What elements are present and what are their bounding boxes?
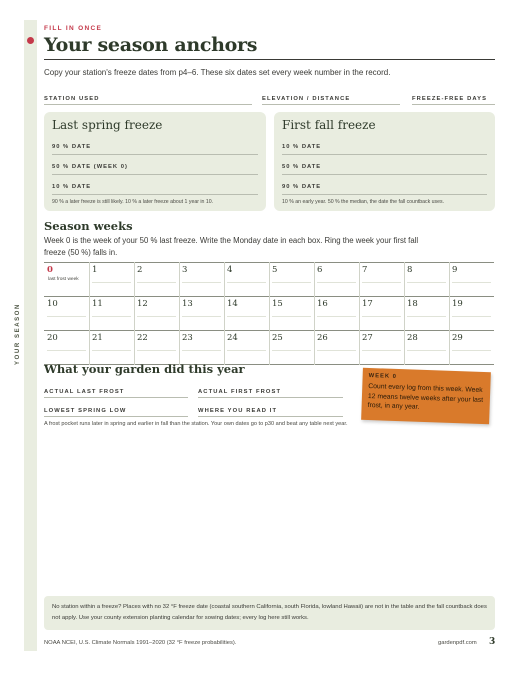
week-cell[interactable] (179, 296, 224, 330)
week-number: 27 (362, 333, 373, 343)
week-cell[interactable] (179, 262, 224, 296)
week-number: 12 (137, 299, 148, 309)
spring-note: 90 % a later freeze is still likely. 10 % a later freeze about 1 year in 10. (52, 199, 214, 205)
intro-text: Copy your station's freeze dates from p4–6. These six dates set every week number in the record. (44, 68, 391, 77)
section-dot (27, 37, 34, 44)
week-date-line (92, 282, 131, 283)
sticky-heading: WEEK 0 (368, 372, 397, 380)
fall-panel (274, 112, 495, 211)
side-band (24, 20, 37, 651)
fall-note: 10 % an early year. 50 % the median, the date the fall countback uses. (282, 199, 445, 205)
week-cell[interactable] (314, 262, 359, 296)
sticky-text: Count every log from this week. Week 12 means twelve weeks after your last frost, in any year. (367, 382, 484, 411)
side-label: YOUR SEASON (15, 303, 21, 365)
station-label: STATION USED (44, 96, 100, 102)
week-number: 10 (47, 299, 58, 309)
weeks-title: Season weeks (44, 219, 133, 233)
weeks-col-rule (269, 262, 270, 365)
week-number: 2 (137, 265, 143, 275)
sticky-note (361, 368, 491, 424)
week-cell[interactable] (224, 296, 269, 330)
week-cell[interactable] (404, 296, 449, 330)
week-number: 26 (317, 333, 328, 343)
weeks-col-rule (404, 262, 405, 365)
fall-row-label: 90 % DATE (282, 184, 322, 190)
fall-date-field[interactable] (282, 154, 487, 155)
week-date-line (92, 350, 131, 351)
week-cell[interactable] (449, 330, 494, 364)
lowest-spring-low-field[interactable] (44, 416, 188, 417)
week-cell[interactable] (314, 296, 359, 330)
where-read-label: WHERE YOU READ IT (198, 408, 278, 414)
week-number: 9 (452, 265, 458, 275)
week-number: 0 (47, 265, 53, 275)
week-number: 25 (272, 333, 283, 343)
week-cell[interactable] (44, 296, 89, 330)
week-cell[interactable] (89, 262, 134, 296)
week-cell[interactable] (134, 330, 179, 364)
weeks-col-rule (224, 262, 225, 365)
elevation-label: ELEVATION / DISTANCE (262, 96, 351, 102)
fall-panel-title: First fall freeze (282, 118, 376, 132)
week-number: 4 (227, 265, 233, 275)
no-station-note: No station within a freeze? Places with no 32 °F freeze date (coastal southern California, south Florida, lowland Hawaii) are not in the table and the fall countback does not apply. Use your county extension planting calendar for sowing dates; every log here still works. (52, 604, 487, 621)
weeks-text: Week 0 is the week of your 50 % last freeze. Write the Monday date in each box. Ring the week your first fall freeze (50 %) falls in. (44, 236, 419, 257)
week-cell[interactable] (314, 330, 359, 364)
fall-row-label: 10 % DATE (282, 144, 322, 150)
week-date-line (227, 350, 266, 351)
garden-note: A frost pocket runs later in spring and earlier in fall than the station. Your own dates go to p30 and beat any table next year. (44, 421, 348, 427)
week-date-line (137, 282, 176, 283)
page-title: Your season anchors (44, 34, 258, 56)
footer-site: gardenpdf.com (438, 640, 477, 646)
spring-date-field[interactable] (52, 154, 258, 155)
week-number: 21 (92, 333, 103, 343)
week-date-line (47, 316, 86, 317)
week-number: 18 (407, 299, 418, 309)
week-cell[interactable] (359, 262, 404, 296)
week-cell[interactable] (224, 330, 269, 364)
station-field[interactable] (44, 104, 252, 105)
week-cell[interactable] (134, 262, 179, 296)
week-number: 28 (407, 333, 418, 343)
week-date-line (452, 350, 491, 351)
spring-date-field[interactable] (52, 174, 258, 175)
actual-last-frost-field[interactable] (44, 397, 188, 398)
week-cell[interactable] (359, 296, 404, 330)
week-number: 1 (92, 265, 98, 275)
week-cell[interactable] (449, 262, 494, 296)
actual-last-frost-label: ACTUAL LAST FROST (44, 389, 125, 395)
week-cell[interactable] (269, 296, 314, 330)
week-cell[interactable] (89, 330, 134, 364)
week-date-line (317, 316, 356, 317)
week-date-line (272, 316, 311, 317)
kicker: FILL IN ONCE (44, 25, 103, 32)
week-number: 29 (452, 333, 463, 343)
week-date-line (137, 350, 176, 351)
week-number: 6 (317, 265, 323, 275)
actual-first-frost-field[interactable] (198, 397, 343, 398)
week-number: 13 (182, 299, 193, 309)
spring-panel-title: Last spring freeze (52, 118, 163, 132)
weeks-col-rule (359, 262, 360, 365)
actual-first-frost-label: ACTUAL FIRST FROST (198, 389, 282, 395)
week-date-line (47, 350, 86, 351)
elevation-field[interactable] (262, 104, 400, 105)
week-date-line (182, 282, 221, 283)
weeks-col-rule (89, 262, 90, 365)
week-number: 20 (47, 333, 58, 343)
week-number: 3 (182, 265, 188, 275)
week-date-line (362, 282, 401, 283)
week-cell[interactable] (269, 330, 314, 364)
week-number: 14 (227, 299, 238, 309)
weeks-col-rule (134, 262, 135, 365)
week-cell[interactable] (269, 262, 314, 296)
week-number: 22 (137, 333, 148, 343)
weeks-col-rule (179, 262, 180, 365)
page-number: 3 (489, 637, 496, 647)
fall-date-field[interactable] (282, 194, 487, 195)
week-number: 19 (452, 299, 463, 309)
week-date-line (452, 316, 491, 317)
lowest-spring-low-label: LOWEST SPRING LOW (44, 408, 127, 414)
week-date-line (92, 316, 131, 317)
week-number: 15 (272, 299, 283, 309)
week-cell[interactable] (359, 330, 404, 364)
garden-title: What your garden did this year (44, 362, 245, 376)
week-date-line (137, 316, 176, 317)
week-date-line (407, 282, 446, 283)
week-date-line (317, 282, 356, 283)
spring-row-label: 90 % DATE (52, 144, 92, 150)
spring-row-label: 50 % DATE (WEEK 0) (52, 164, 128, 170)
week-cell[interactable] (89, 296, 134, 330)
week-number: 24 (227, 333, 238, 343)
week-date-line (362, 350, 401, 351)
week-cell[interactable] (179, 330, 224, 364)
week-number: 16 (317, 299, 328, 309)
week-number: 8 (407, 265, 413, 275)
week-date-line (407, 316, 446, 317)
spring-row-label: 10 % DATE (52, 184, 92, 190)
week-date-line (362, 316, 401, 317)
week-number: 5 (272, 265, 278, 275)
weeks-col-rule (314, 262, 315, 365)
freeze-free-label: FREEZE-FREE DAYS (412, 96, 488, 102)
weeks-col-rule (449, 262, 450, 365)
week-date-line (227, 282, 266, 283)
fall-row-label: 50 % DATE (282, 164, 322, 170)
week-date-line (407, 350, 446, 351)
week-date-line (227, 316, 266, 317)
spring-date-field[interactable] (52, 194, 258, 195)
week-date-line (272, 350, 311, 351)
no-station-note-box (44, 596, 495, 630)
week-cell[interactable] (404, 262, 449, 296)
week-date-line (182, 350, 221, 351)
week-date-line (182, 316, 221, 317)
week-cell[interactable] (404, 330, 449, 364)
fall-date-field[interactable] (282, 174, 487, 175)
title-rule (44, 59, 495, 60)
week-number: 23 (182, 333, 193, 343)
week-zero-caption: last frost week (48, 277, 79, 282)
week-cell[interactable] (449, 296, 494, 330)
freeze-free-field[interactable] (412, 104, 495, 105)
week-number: 7 (362, 265, 368, 275)
week-cell[interactable] (44, 330, 89, 364)
week-cell[interactable] (44, 262, 89, 296)
week-date-line (317, 350, 356, 351)
spring-panel (44, 112, 266, 211)
week-date-line (272, 282, 311, 283)
week-number: 11 (92, 299, 103, 309)
week-cell[interactable] (224, 262, 269, 296)
week-number: 17 (362, 299, 373, 309)
week-cell[interactable] (134, 296, 179, 330)
footer-source: NOAA NCEI, U.S. Climate Normals 1991–2020 (32 °F freeze probabilities). (44, 640, 237, 646)
week-date-line (452, 282, 491, 283)
where-read-field[interactable] (198, 416, 343, 417)
weeks-grid (44, 262, 494, 365)
